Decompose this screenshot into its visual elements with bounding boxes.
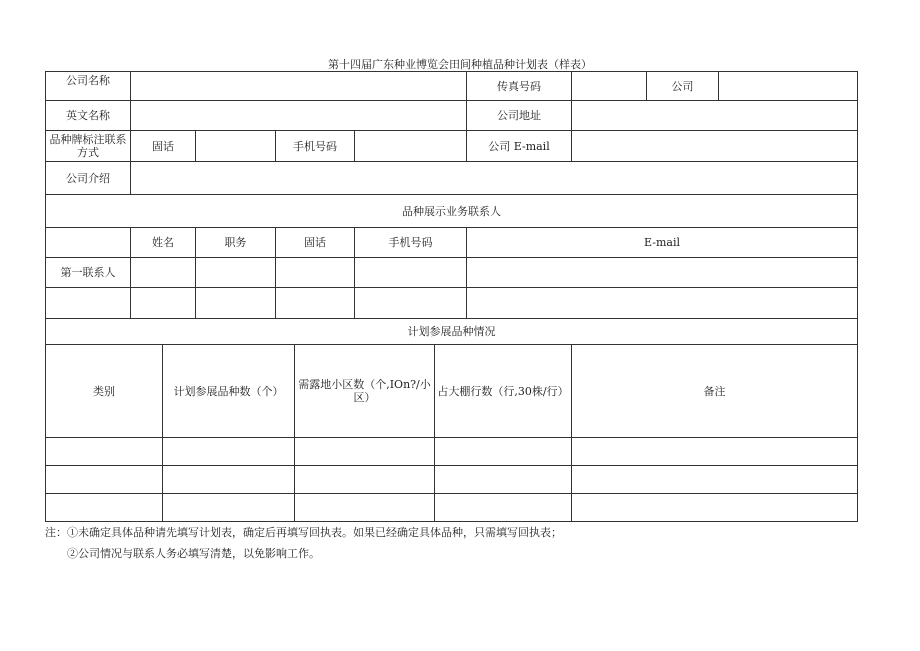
second-contact-email-field[interactable] — [466, 287, 858, 319]
plan-row-2-rows[interactable] — [434, 465, 572, 494]
company-name-field[interactable] — [130, 71, 467, 101]
plan-row-3-plots[interactable] — [294, 493, 435, 522]
col-greenhouse-rows: 占大棚行数（行,30株/行） — [434, 344, 572, 438]
col-open-plots: 需露地小区数（个,IOn?/小区） — [294, 344, 435, 438]
company-field[interactable] — [718, 71, 858, 101]
col-mobile: 手机号码 — [354, 227, 467, 258]
plan-row-1-count[interactable] — [162, 437, 295, 466]
company-email-label: 公司 E-mail — [466, 130, 572, 162]
plan-row-3-rows[interactable] — [434, 493, 572, 522]
second-contact-landline-field[interactable] — [275, 287, 355, 319]
plan-section-title: 计划参展品种情况 — [45, 318, 858, 345]
english-name-field[interactable] — [130, 100, 467, 131]
fax-field[interactable] — [571, 71, 647, 101]
first-contact-position-field[interactable] — [195, 257, 276, 288]
landline-field[interactable] — [195, 130, 276, 162]
plan-row-3-remarks[interactable] — [571, 493, 858, 522]
second-contact-label[interactable] — [45, 287, 131, 319]
plan-row-1-plots[interactable] — [294, 437, 435, 466]
page-title: 第十四届广东种业博览会田间种植品种计划表（样表） — [328, 58, 592, 71]
company-email-field[interactable] — [571, 130, 858, 162]
col-position: 职务 — [195, 227, 276, 258]
mobile-field[interactable] — [354, 130, 467, 162]
plan-row-2-count[interactable] — [162, 465, 295, 494]
mobile-label: 手机号码 — [275, 130, 355, 162]
fax-label: 传真号码 — [466, 71, 572, 101]
contact-header-blank — [45, 227, 131, 258]
company-address-field[interactable] — [571, 100, 858, 131]
note-1: 注：①未确定具体品种请先填写计划表，确定后再填写回执表。如果已经确定具体品种，只需填写回执表； — [45, 526, 562, 539]
first-contact-label: 第一联系人 — [45, 257, 131, 288]
plan-row-1-rows[interactable] — [434, 437, 572, 466]
plan-row-3-count[interactable] — [162, 493, 295, 522]
variety-contact-label: 品种牌标注联系方式 — [45, 130, 131, 162]
col-email: E-mail — [466, 227, 858, 258]
first-contact-email-field[interactable] — [466, 257, 858, 288]
second-contact-position-field[interactable] — [195, 287, 276, 319]
col-remarks: 备注 — [571, 344, 858, 438]
plan-row-2-plots[interactable] — [294, 465, 435, 494]
first-contact-mobile-field[interactable] — [354, 257, 467, 288]
company-intro-field[interactable] — [130, 161, 858, 195]
second-contact-mobile-field[interactable] — [354, 287, 467, 319]
company-label: 公司 — [646, 71, 719, 101]
second-contact-name-field[interactable] — [130, 287, 196, 319]
note-2: ②公司情况与联系人务必填写清楚，以免影响工作。 — [67, 547, 320, 560]
company-name-label: 公司名称 — [45, 71, 131, 101]
col-planned-count: 计划参展品种数（个） — [162, 344, 295, 438]
first-contact-name-field[interactable] — [130, 257, 196, 288]
col-name: 姓名 — [130, 227, 196, 258]
company-address-label: 公司地址 — [466, 100, 572, 131]
company-intro-label: 公司介绍 — [45, 161, 131, 195]
plan-row-1-remarks[interactable] — [571, 437, 858, 466]
english-name-label: 英文名称 — [45, 100, 131, 131]
contact-section-title: 品种展示业务联系人 — [45, 194, 858, 228]
plan-row-2-category[interactable] — [45, 465, 163, 494]
plan-row-1-category[interactable] — [45, 437, 163, 466]
plan-row-3-category[interactable] — [45, 493, 163, 522]
plan-row-2-remarks[interactable] — [571, 465, 858, 494]
landline-label: 固话 — [130, 130, 196, 162]
col-category: 类别 — [45, 344, 163, 438]
first-contact-landline-field[interactable] — [275, 257, 355, 288]
col-landline: 固话 — [275, 227, 355, 258]
